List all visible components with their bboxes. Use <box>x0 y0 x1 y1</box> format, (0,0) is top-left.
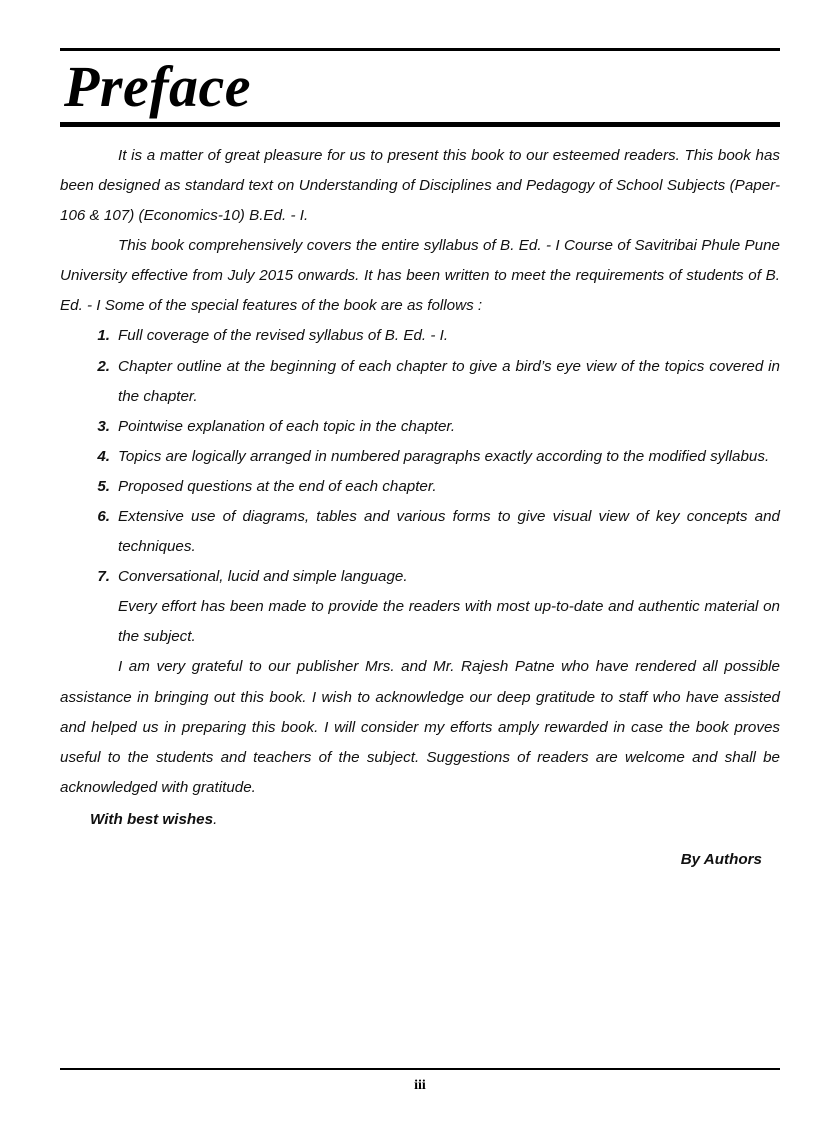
list-item <box>60 442 780 472</box>
list-item-text: Conversational, lucid and simple language. <box>118 568 408 586</box>
paragraph-2: This book comprehensively covers the entire syllabus of B. Ed. - I Course of Savitribai Phule Pune University effective from July 2015 onwards. It has been written to meet the requirements of students of B. Ed. - I Some of the special features of the book are as follows : <box>60 237 780 315</box>
page-content <box>60 48 780 875</box>
list-item-number: 6. <box>97 508 110 526</box>
footer-rule <box>60 1068 780 1070</box>
list-item-number: 4. <box>97 447 110 465</box>
list-item-text: Chapter outline at the beginning of each chapter to give a bird’s eye view of the topics covered in the chapter. <box>118 357 780 405</box>
list-item-text: Extensive use of diagrams, tables and various forms to give visual view of key concepts and techniques. <box>118 508 780 556</box>
list-item <box>60 321 780 351</box>
page-footer <box>60 1068 780 1094</box>
list-item-text: Topics are logically arranged in numbered paragraphs exactly according to the modified syllabus. <box>118 447 770 465</box>
preface-body <box>60 141 780 875</box>
title-bottom-double-rule <box>60 122 780 127</box>
with-best-wishes <box>60 805 780 835</box>
list-item-number: 1. <box>97 327 110 345</box>
closing-paragraph: I am very grateful to our publisher Mrs. and Mr. Rajesh Patne who have rendered all possible assistance in bringing out this book. I wish to acknowledge our deep gratitude to staff who have assisted and helped us in preparing this book. I will consider my efforts amply rewarded in case the book proves useful to the students and teachers of the subject. Suggestions of readers are welcome and shall be acknowledged with gratitude. <box>60 658 780 796</box>
page-number: iii <box>414 1078 426 1093</box>
list-item-number: 7. <box>97 568 110 586</box>
list-item-number: 3. <box>97 417 110 435</box>
signature: By Authors <box>680 851 762 869</box>
list-item-text: Proposed questions at the end of each chapter. <box>118 477 437 495</box>
list-item <box>60 472 780 502</box>
list-item-number: 5. <box>97 477 110 495</box>
list-item-number: 2. <box>97 357 110 375</box>
features-list <box>60 321 780 592</box>
list-item <box>60 562 780 592</box>
list-item <box>60 412 780 442</box>
title-top-rule <box>60 48 780 51</box>
list-item-text: Pointwise explanation of each topic in the chapter. <box>118 417 456 435</box>
paragraph-1: It is a matter of great pleasure for us to present this book to our esteemed readers. This book has been designed as standard text on Understanding of Disciplines and Pedagogy of School Subjects (Paper-106 & 107) (Economics-10) B.Ed. - I. <box>60 146 780 225</box>
with-best-wishes-period: . <box>213 810 218 828</box>
with-best-wishes-text: With best wishes <box>90 810 214 828</box>
list-item-text: Full coverage of the revised syllabus of B. Ed. - I. <box>118 327 449 345</box>
closing-indented-paragraph: Every effort has been made to provide the readers with most up-to-date and authentic material on the subject. <box>118 598 780 646</box>
page-title: Preface <box>64 54 252 119</box>
list-item <box>60 502 780 562</box>
list-item <box>60 352 780 412</box>
